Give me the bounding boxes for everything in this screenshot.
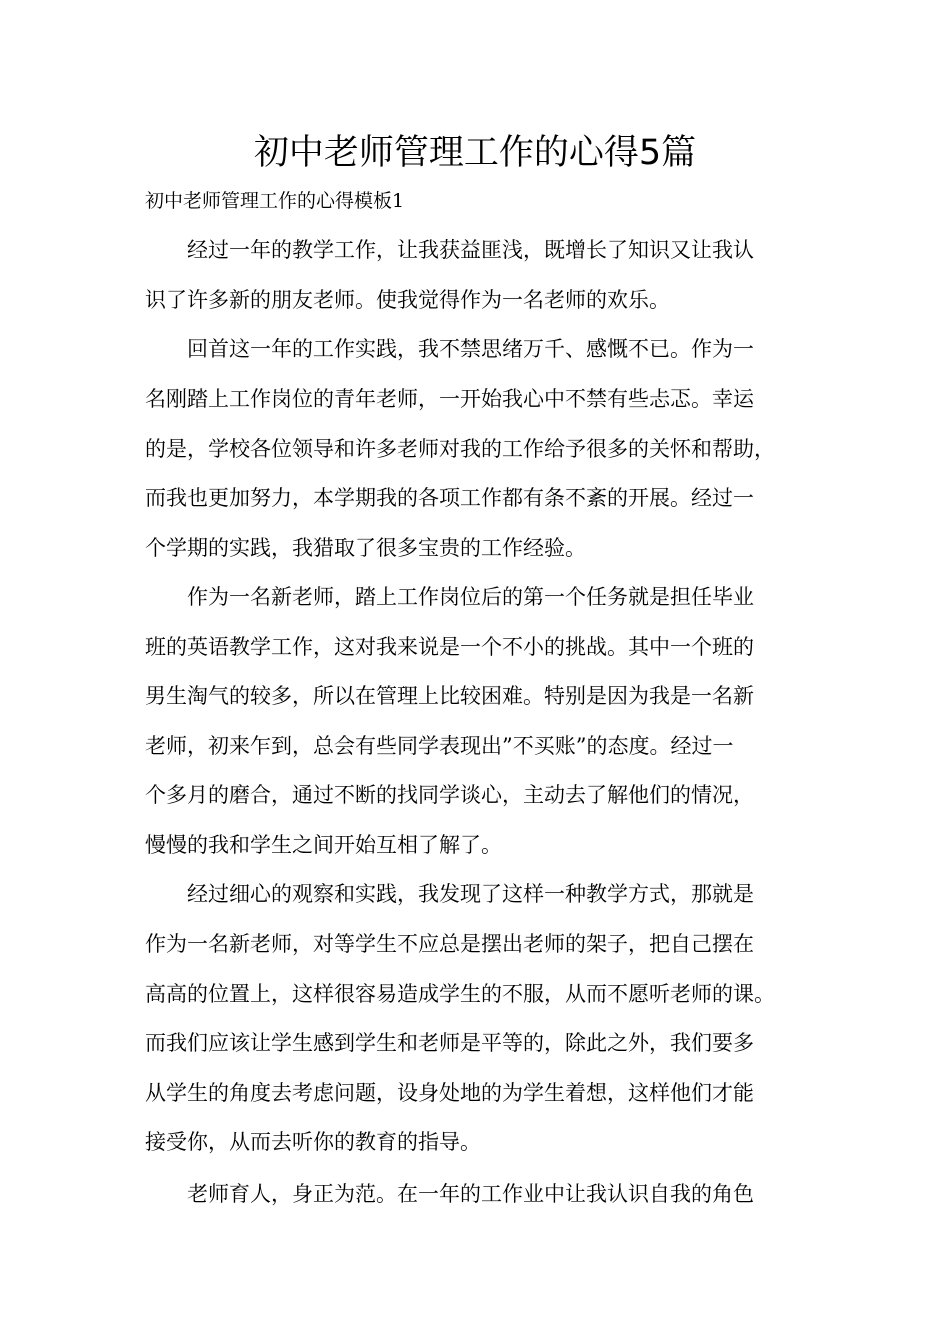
body-line: 慢慢的我和学生之间开始互相了解了。 <box>145 833 502 857</box>
body-line: 班的英语教学工作，这对我来说是一个不小的挑战。其中一个班的 <box>145 635 754 659</box>
body-line: 回首这一年的工作实践，我不禁思绪万千、感慨不已。作为一 <box>145 337 754 361</box>
body-line: 名刚踏上工作岗位的青年老师，一开始我心中不禁有些忐忑。幸运 <box>145 387 754 411</box>
body-line: 个多月的磨合，通过不断的找同学谈心，主动去了解他们的情况， <box>145 783 754 807</box>
body-line: 经过细心的观察和实践，我发现了这样一种教学方式，那就是 <box>145 882 754 906</box>
body-line: 男生淘气的较多，所以在管理上比较困难。特别是因为我是一名新 <box>145 684 754 708</box>
body-line: 从学生的角度去考虑问题，设身处地的为学生着想，这样他们才能 <box>145 1081 754 1105</box>
body-line: 的是，学校各位领导和许多老师对我的工作给予很多的关怀和帮助， <box>145 437 775 461</box>
document-title: 初中老师管理工作的心得5篇 <box>253 133 697 173</box>
body-line: 作为一名新老师，踏上工作岗位后的第一个任务就是担任毕业 <box>145 585 754 609</box>
body-line: 老师育人，身正为范。在一年的工作业中让我认识自我的角色 <box>145 1182 754 1206</box>
body-line: 老师，初来乍到，总会有些同学表现出”不买账”的态度。经过一 <box>145 734 734 758</box>
body-line: 个学期的实践，我猎取了很多宝贵的工作经验。 <box>145 536 586 560</box>
body-line: 而我也更加努力，本学期我的各项工作都有条不紊的开展。经过一 <box>145 486 754 510</box>
body-line: 经过一年的教学工作，让我获益匪浅，既增长了知识又让我认 <box>145 238 754 262</box>
document-subtitle: 初中老师管理工作的心得模板1 <box>145 190 405 212</box>
body-line: 识了许多新的朋友老师。使我觉得作为一名老师的欢乐。 <box>145 288 670 312</box>
body-line: 接受你，从而去听你的教育的指导。 <box>145 1130 481 1154</box>
body-line: 作为一名新老师，对等学生不应总是摆出老师的架子，把自己摆在 <box>145 932 754 956</box>
body-line: 而我们应该让学生感到学生和老师是平等的，除此之外，我们要多 <box>145 1031 754 1055</box>
body-line: 高高的位置上，这样很容易造成学生的不服，从而不愿听老师的课。 <box>145 982 775 1006</box>
